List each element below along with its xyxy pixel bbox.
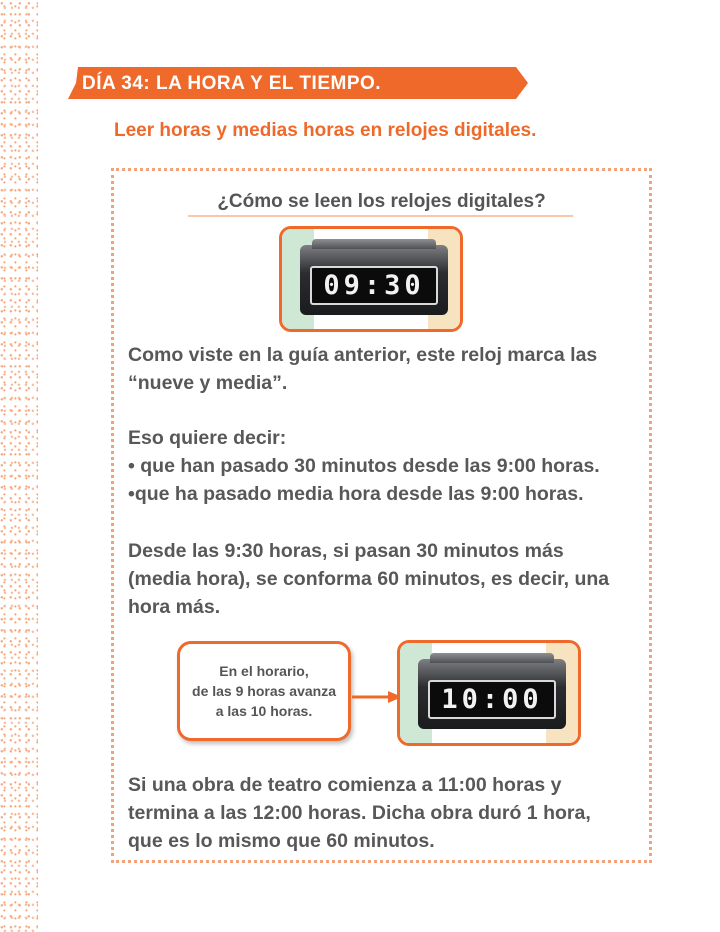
clock-image-frame-2	[397, 640, 581, 746]
paragraph-1: Como viste en la guía anterior, este reloj marca las “nueve y media”.	[128, 344, 598, 394]
paragraph-2: Desde las 9:30 horas, si pasan 30 minutos más (media hora), se conforma 60 minutos, es decir, una hora más.	[128, 540, 610, 618]
day-banner	[68, 67, 528, 99]
clock-time-0930: 09:30	[323, 270, 425, 302]
day-title: DÍA 34: LA HORA Y EL TIEMPO.	[82, 73, 382, 94]
bullet-item: • que han pasado 30 minutos desde las 9:00 horas.	[128, 455, 600, 477]
question-underline	[188, 215, 573, 217]
lesson-subtitle: Leer horas y medias horas en relojes digitales.	[114, 120, 537, 141]
clock-image-frame-1	[279, 226, 463, 332]
alarm-clock-icon	[418, 659, 566, 729]
clock-display	[310, 266, 437, 305]
alarm-clock-icon	[300, 245, 448, 315]
meaning-section	[128, 424, 643, 508]
confetti-border-decoration	[0, 0, 38, 932]
meaning-heading: Eso quiere decir:	[128, 427, 287, 449]
content-card	[111, 168, 652, 863]
paragraph-3: Si una obra de teatro comienza a 11:00 horas y termina a las 12:00 horas. Dicha obra duró 1 hora, que es lo mismo que 60 minutos.	[128, 774, 591, 852]
clock-display	[428, 680, 555, 719]
callout-box: En el horario, de las 9 horas avanza a las 10 horas.	[177, 641, 351, 741]
bullet-item: •que ha pasado media hora desde las 9:00 horas.	[128, 483, 584, 505]
clock-time-1000: 10:00	[441, 684, 543, 716]
card-question: ¿Cómo se leen los relojes digitales?	[217, 191, 546, 212]
arrow-right-icon	[352, 690, 402, 704]
